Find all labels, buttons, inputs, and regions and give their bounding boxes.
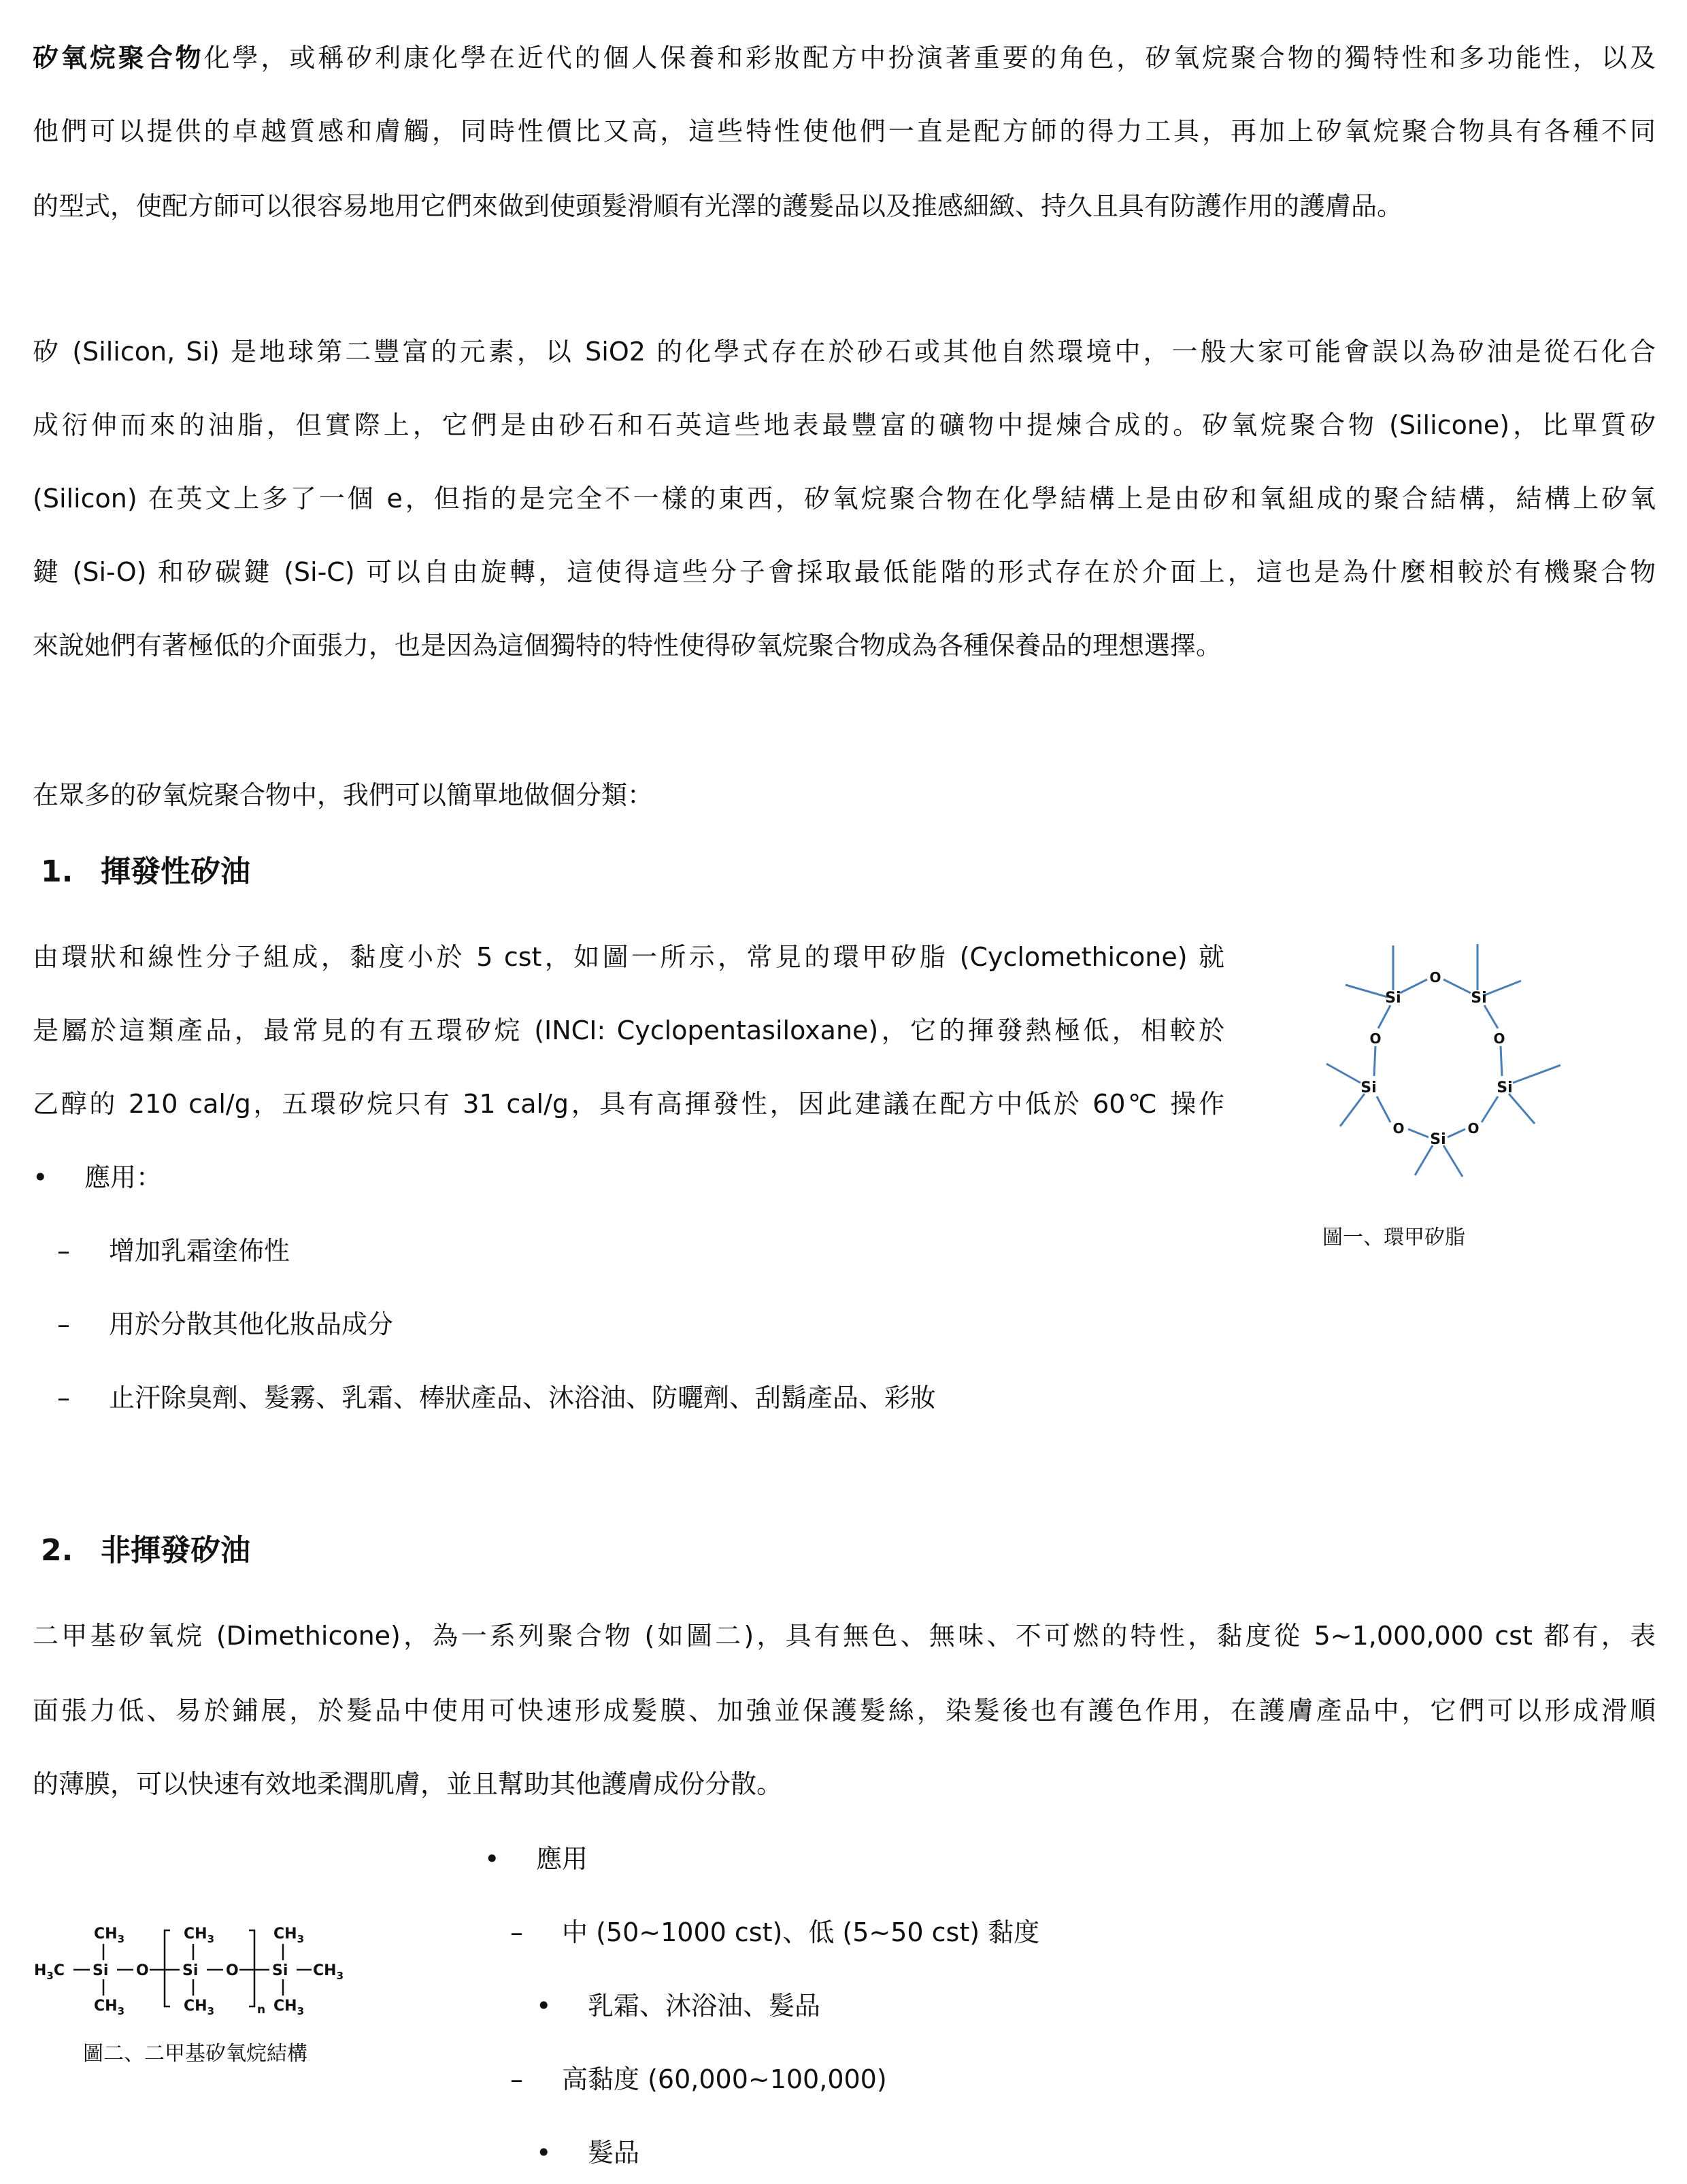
- ch3-group-label: $CH_3$: [184, 1998, 214, 2017]
- section1-heading: [41, 853, 250, 891]
- section2-high-uses-text: 髮品: [588, 2138, 640, 2168]
- ch3-group-label: $CH_3$: [273, 1926, 304, 1945]
- si-atom-label: Si: [1471, 990, 1487, 1007]
- dimethicone-structure-figure: [34, 1918, 354, 2020]
- section2-medium-low-uses: [536, 1989, 820, 2023]
- section2-applications-bullet: [484, 1842, 588, 1876]
- si-atom-label: Si: [93, 1962, 109, 1979]
- section1-app-item: [57, 1381, 936, 1415]
- section1-line-2: 是屬於這類產品，最常見的有五環矽烷 (INCI: Cyclopentasiloxane)，它的揮發熱極低，相較於: [33, 1015, 1224, 1045]
- si-atom-label: Si: [182, 1962, 199, 1979]
- intro-line-1-text: 化學，或稱矽利康化學在近代的個人保養和彩妝配方中扮演著重要的角色，矽氧烷聚合物的獨特性和多功能性，以及: [203, 43, 1656, 73]
- section1-title: 揮發性矽油: [101, 854, 250, 889]
- dash-mark: –: [57, 1383, 70, 1413]
- si-atom-label: Si: [1497, 1079, 1513, 1096]
- section2-high-uses: [536, 2136, 639, 2170]
- section1-app-item: [57, 1307, 393, 1341]
- bullet-dot: •: [536, 2138, 552, 2168]
- si-atom-label: Si: [272, 1962, 288, 1979]
- dash-mark: –: [57, 1236, 70, 1266]
- dash-mark: –: [510, 2064, 523, 2094]
- bullet-dot: •: [536, 1991, 552, 2021]
- bullet-dot: •: [484, 1844, 500, 1874]
- intro-line-2: 他們可以提供的卓越質感和膚觸，同時性價比又高，這些特性使他們一直是配方師的得力工具，再加上矽氧烷聚合物具有各種不同: [33, 116, 1656, 146]
- o-atom-label: O: [226, 1962, 239, 1979]
- dimethicone-atom-labels: [34, 1926, 344, 2017]
- o-atom-label: O: [1493, 1030, 1505, 1047]
- section2-line-3: 的薄膜，可以快速有效地柔潤肌膚，並且幫助其他護膚成份分散。: [33, 1769, 783, 1799]
- bullet-dot: •: [33, 1162, 48, 1192]
- intro-line-3: 的型式，使配方師可以很容易地用它們來做到使頭髮滑順有光澤的護髮品以及推感細緻、持久且具有防護作用的護膚品。: [33, 191, 1403, 221]
- section2-medium-low-label: 中 (50~1000 cst)、低 (5~50 cst) 黏度: [562, 1917, 1040, 1947]
- dash-mark: –: [510, 1917, 523, 1947]
- si-atom-label: Si: [1360, 1079, 1377, 1096]
- h3c-group-label: $H_3C$: [34, 1962, 65, 1982]
- classification-intro: 在眾多的矽氧烷聚合物中，我們可以簡單地做個分類：: [33, 780, 654, 810]
- si-atom-label: Si: [1430, 1131, 1446, 1148]
- section2-number: 2.: [41, 1533, 73, 1568]
- para2-line-5: 來說她們有著極低的介面張力，也是因為這個獨特的特性使得矽氧烷聚合物成為各種保養品的理想選擇。: [33, 631, 1222, 660]
- section1-applications-bullet: [33, 1160, 162, 1194]
- section1-app-item: [57, 1234, 290, 1268]
- n-subscript-label: n: [257, 2003, 266, 2017]
- section2-applications-label: 應用: [536, 1844, 588, 1874]
- section1-line-1: 由環狀和線性分子組成，黏度小於 5 cst，如圖一所示，常見的環甲矽脂 (Cyclomethicone) 就: [33, 942, 1224, 972]
- ch3-group-label: $CH_3$: [313, 1962, 344, 1982]
- si-atom-label: Si: [1385, 990, 1401, 1007]
- section1-line-3: 乙醇的 210 cal/g，五環矽烷只有 31 cal/g，具有高揮發性，因此建議在配方中低於 60℃ 操作: [33, 1089, 1224, 1119]
- ch3-group-label: $CH_3$: [273, 1998, 304, 2017]
- section1-app-text: 用於分散其他化妝品成分: [109, 1309, 394, 1339]
- section2-title: 非揮發矽油: [101, 1533, 250, 1568]
- para2-line-3: (Silicon) 在英文上多了一個 e，但指的是完全不一樣的東西，矽氧烷聚合物在化學結構上是由矽和氧組成的聚合結構，結構上矽氧: [33, 484, 1656, 514]
- o-atom-label: O: [1392, 1120, 1405, 1137]
- dash-mark: –: [57, 1309, 70, 1339]
- figure1-caption: 圖一、環甲矽脂: [1322, 1226, 1465, 1249]
- o-atom-label: O: [1429, 969, 1441, 986]
- section2-heading: [41, 1532, 250, 1570]
- para2-line-1: 矽 (Silicon, Si) 是地球第二豐富的元素，以 SiO2 的化學式存在於砂石或其他自然環境中，一般大家可能會誤以為矽油是從石化合: [33, 337, 1656, 367]
- section1-app-text: 增加乳霜塗佈性: [109, 1236, 290, 1266]
- section2-high-item: [510, 2062, 887, 2096]
- section1-applications-label: 應用：: [84, 1162, 163, 1192]
- section2-line-1: 二甲基矽氧烷 (Dimethicone)，為一系列聚合物 (如圖二)，具有無色、無味、不可燃的特性，黏度從 5~1,000,000 cst 都有，表: [33, 1621, 1656, 1651]
- section1-app-text: 止汗除臭劑、髮霧、乳霜、棒狀產品、沐浴油、防曬劑、刮鬍產品、彩妝: [109, 1383, 937, 1413]
- intro-line-1: [33, 41, 1656, 75]
- o-atom-label: O: [136, 1962, 149, 1979]
- section2-line-2: 面張力低、易於鋪展，於髮品中使用可快速形成髮膜、加強並保護髮絲，染髮後也有護色作用，在護膚產品中，它們可以形成滑順: [33, 1696, 1656, 1726]
- o-atom-label: O: [1369, 1030, 1382, 1047]
- section2-medium-low-item: [510, 1915, 1039, 1949]
- intro-bold-term: 矽氧烷聚合物: [33, 43, 204, 73]
- section1-number: 1.: [41, 854, 73, 889]
- section2-medium-low-uses-text: 乳霜、沐浴油、髮品: [588, 1991, 821, 2021]
- ch3-group-label: $CH_3$: [94, 1998, 124, 2017]
- ch3-group-label: $CH_3$: [184, 1926, 214, 1945]
- para2-line-4: 鍵 (Si-O) 和矽碳鍵 (Si-C) 可以自由旋轉，這使得這些分子會採取最低能階的形式存在於介面上，這也是為什麼相較於有機聚合物: [33, 557, 1656, 587]
- section2-high-label: 高黏度 (60,000~100,000): [562, 2064, 887, 2094]
- ch3-group-label: $CH_3$: [94, 1926, 124, 1945]
- cyclomethicone-structure-figure: [1320, 925, 1619, 1197]
- figure2-caption: 圖二、二甲基矽氧烷結構: [83, 2042, 307, 2066]
- para2-line-2: 成衍伸而來的油脂，但實際上，它們是由砂石和石英這些地表最豐富的礦物中提煉合成的。矽氧烷聚合物 (Silicone)，比單質矽: [33, 410, 1656, 440]
- o-atom-label: O: [1467, 1120, 1480, 1137]
